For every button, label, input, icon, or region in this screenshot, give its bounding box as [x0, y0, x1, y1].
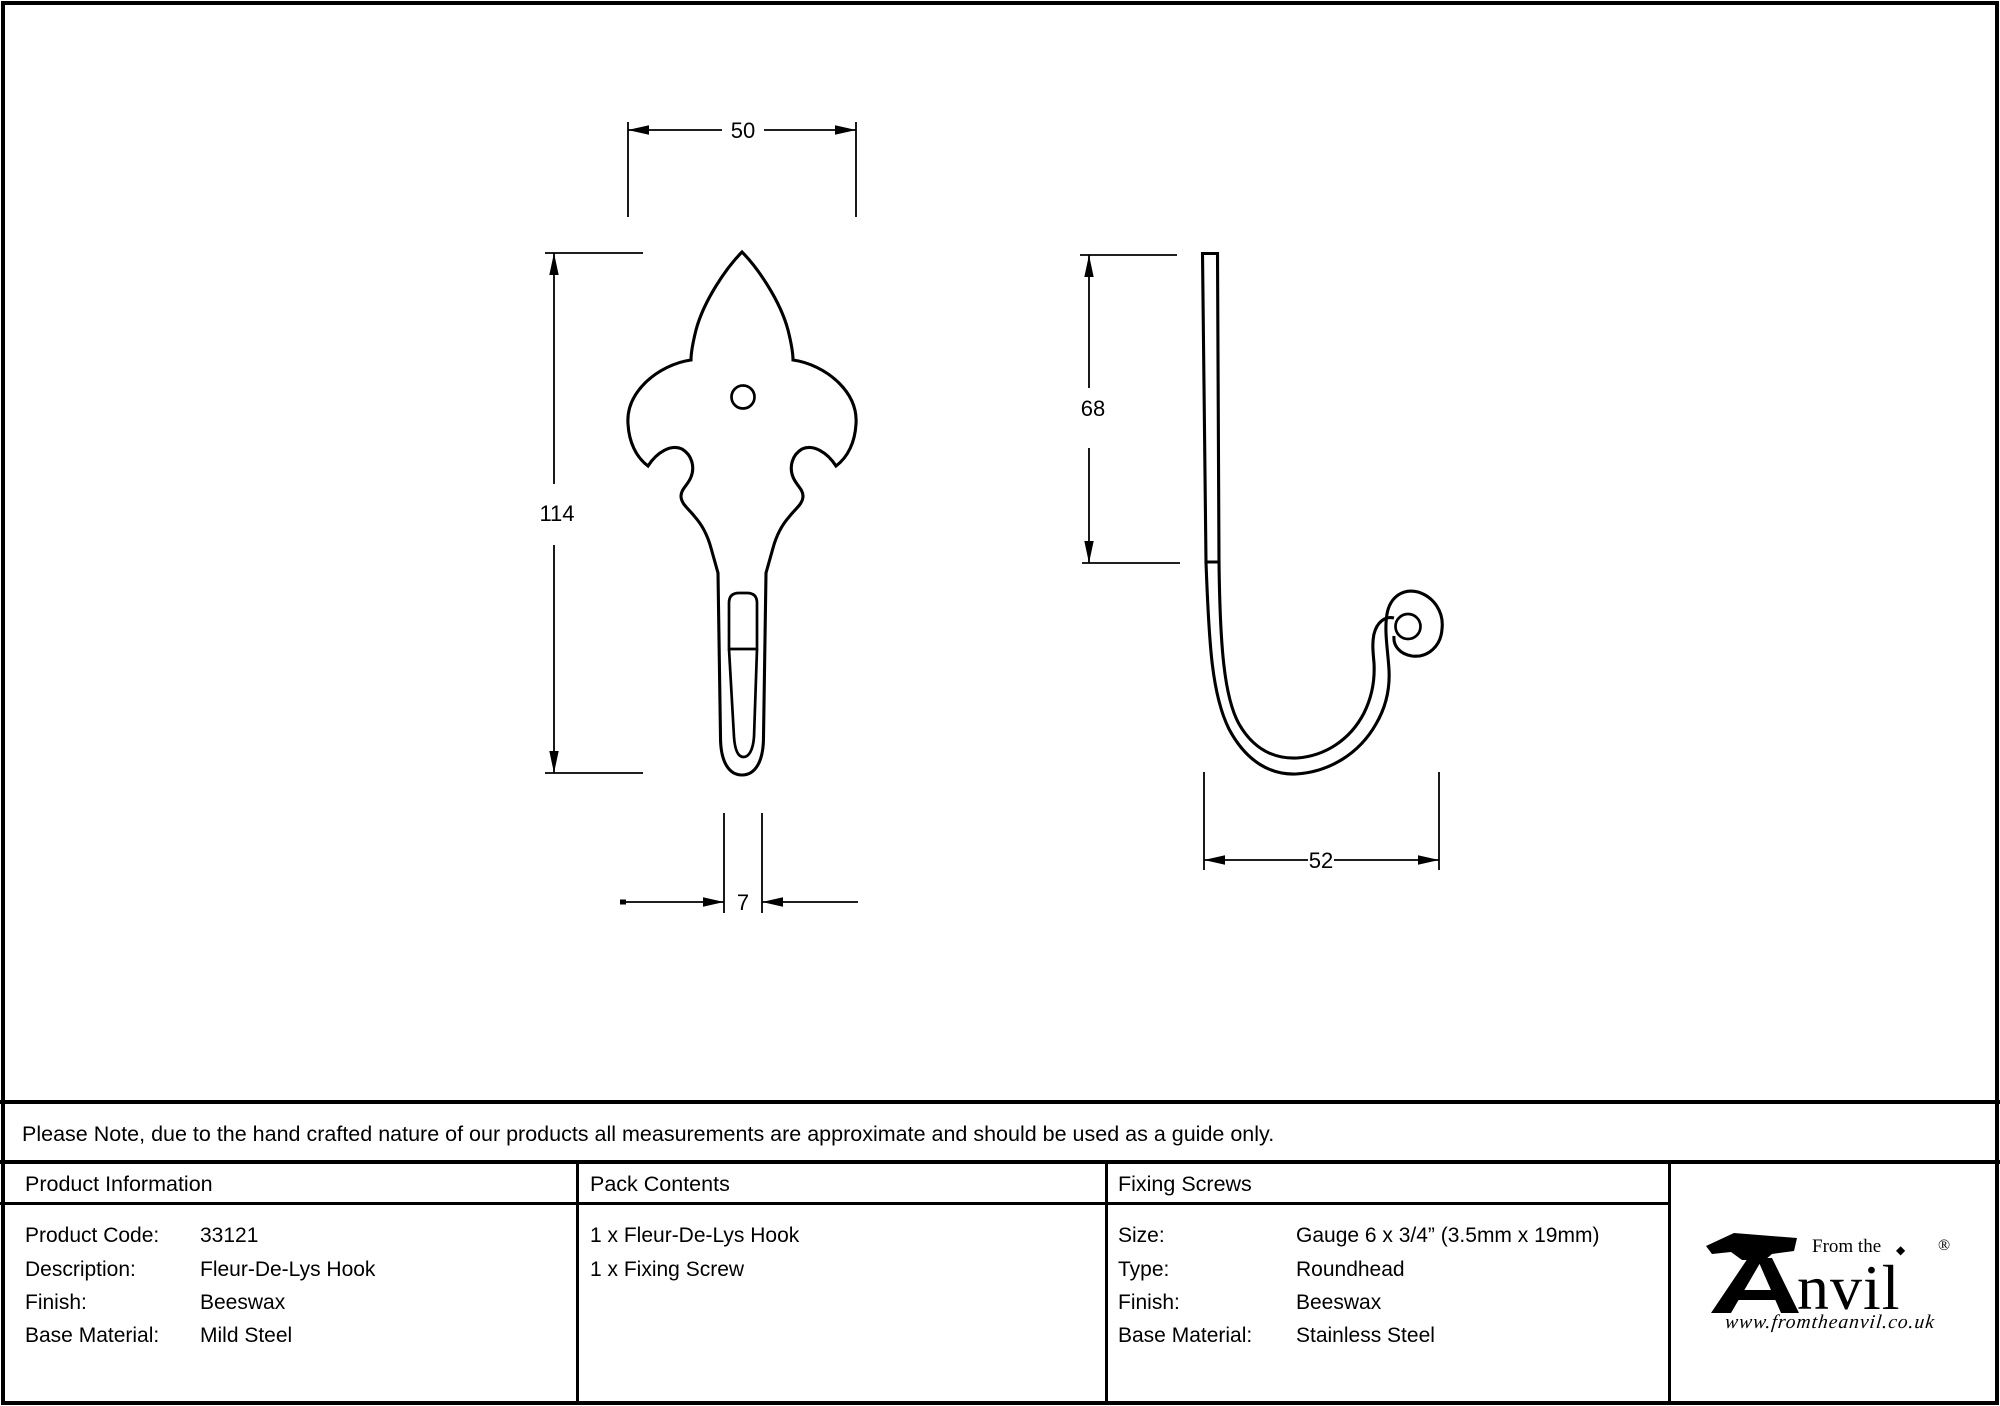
- front-view-hook-tab: [729, 593, 757, 649]
- dimension-label-width: 50: [730, 118, 756, 143]
- logo-tagline: From the: [1812, 1236, 1882, 1257]
- table-row: [1118, 1324, 1435, 1348]
- dimension-label-height: 114: [539, 501, 575, 526]
- side-view-hook-outer: [1206, 562, 1442, 774]
- arrow-up-icon: [1084, 255, 1093, 277]
- header-fixing-screws: Fixing Screws: [1118, 1172, 1252, 1196]
- row-value: Gauge 6 x 3/4” (3.5mm x 19mm): [1296, 1224, 1600, 1247]
- row-value: Roundhead: [1296, 1258, 1405, 1281]
- row-value: Stainless Steel: [1296, 1324, 1435, 1347]
- row-label: Base Material:: [25, 1324, 160, 1347]
- row-value: Beeswax: [200, 1291, 286, 1314]
- table-row: [25, 1291, 285, 1315]
- table-row: [1118, 1224, 1599, 1248]
- table-row: [1118, 1291, 1381, 1315]
- row-label: Description:: [25, 1258, 136, 1281]
- row-value: 33121: [200, 1224, 259, 1247]
- note-row-top-border: [0, 1100, 2000, 1104]
- front-view-plate-outline: [628, 252, 856, 775]
- row-label: Type:: [1118, 1258, 1170, 1281]
- side-view-hook-inner: [1219, 562, 1394, 758]
- note-row-bottom-border: [0, 1160, 2000, 1164]
- arrow-left-icon: [628, 125, 649, 135]
- logo-website: www.fromtheanvil.co.uk: [1723, 1312, 1937, 1333]
- table-divider-2: [1105, 1160, 1108, 1403]
- pack-contents-item: [590, 1224, 799, 1248]
- row-label: Product Code:: [25, 1224, 160, 1247]
- row-value: Beeswax: [1296, 1291, 1382, 1314]
- pack-contents-item: [590, 1258, 744, 1282]
- dimension-origin-tick: [620, 900, 626, 905]
- table-row: [25, 1258, 375, 1282]
- header-pack-contents: Pack Contents: [590, 1172, 730, 1196]
- table-divider-3: [1668, 1160, 1671, 1403]
- arrow-right-icon: [835, 125, 856, 135]
- arrow-left-icon: [762, 897, 783, 907]
- screw-hole: [732, 386, 755, 409]
- table-row: [25, 1224, 258, 1248]
- arrow-down-icon: [549, 751, 558, 773]
- dimension-label-straight: 68: [1080, 396, 1106, 421]
- measurement-note: Please Note, due to the hand crafted nature of our products all measurements are approximate and should be used as a guide only.: [22, 1122, 1275, 1146]
- row-label: Finish:: [1118, 1291, 1180, 1314]
- item-text: 1 x Fleur-De-Lys Hook: [590, 1224, 800, 1247]
- table-header-divider: [0, 1202, 1670, 1205]
- arrow-right-icon: [703, 897, 724, 907]
- arrow-left-icon: [1204, 855, 1225, 865]
- header-product-information: Product Information: [25, 1172, 213, 1196]
- side-view-stem: [1203, 254, 1220, 563]
- row-label: Finish:: [25, 1291, 87, 1314]
- row-value: Fleur-De-Lys Hook: [200, 1258, 376, 1281]
- table-row: [1118, 1258, 1405, 1282]
- table-row: [25, 1324, 292, 1348]
- anvil-icon: [1706, 1233, 1799, 1313]
- arrow-right-icon: [1418, 855, 1439, 865]
- dimension-label-stem: 7: [736, 890, 750, 915]
- dimension-label-depth: 52: [1308, 848, 1334, 873]
- table-divider-1: [576, 1160, 579, 1403]
- registered-trademark-icon: ®: [1938, 1237, 1951, 1254]
- row-label: Base Material:: [1118, 1324, 1253, 1347]
- logo-brand: nvil: [1797, 1252, 1901, 1323]
- arrow-up-icon: [549, 253, 558, 275]
- front-view-hook-inner: [729, 649, 757, 757]
- row-label: Size:: [1118, 1224, 1165, 1247]
- arrow-down-icon: [1084, 541, 1093, 563]
- item-text: 1 x Fixing Screw: [590, 1258, 745, 1281]
- row-value: Mild Steel: [200, 1324, 293, 1347]
- side-view-curl-hole: [1396, 614, 1421, 639]
- diamond-icon: ◆: [1896, 1243, 1906, 1257]
